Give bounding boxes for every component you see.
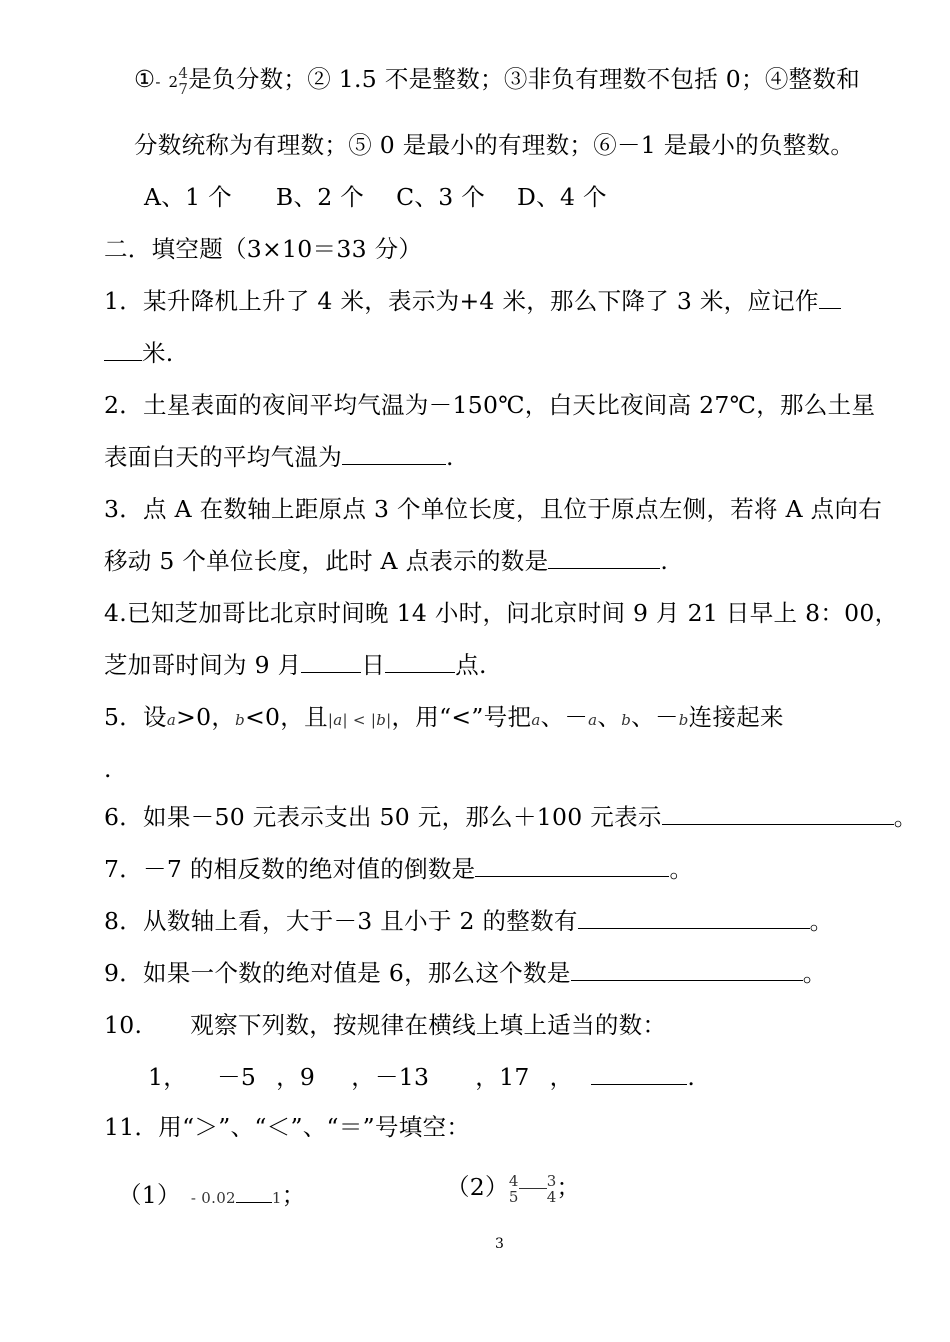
question-10: 10. 观察下列数，按规律在横线上填上适当的数： bbox=[104, 1011, 667, 1039]
option-a: A、1 个 bbox=[144, 183, 232, 211]
section-title: 二．填空题（3×10＝33 分） bbox=[104, 235, 423, 263]
prev-question-line-2: 分数统称为有理数；⑤ 0 是最小的有理数；⑥－1 是最小的负整数。 bbox=[134, 131, 855, 159]
question-4-line-2: 芝加哥时间为 9 月 日 点. bbox=[104, 651, 487, 679]
question-5-line-2: . bbox=[104, 755, 112, 783]
question-4-line-1: 4.已知芝加哥比北京时间晚 14 小时，问北京时间 9 月 21 日早上 8：00， bbox=[104, 599, 899, 627]
question-7: 7．－7 的相反数的绝对值的倒数是 。 bbox=[104, 855, 694, 883]
question-10-sequence: 1， －5 ，9 ，－13 ，17 ， . bbox=[148, 1063, 696, 1091]
option-c: C、3 个 bbox=[396, 183, 486, 211]
prev-question-line-1: ①- 2 4 7 是负分数；② 1.5 不是整数；③非负有理数不包括 0；④整数和 bbox=[134, 63, 861, 98]
question-1-line-2: 米. bbox=[104, 338, 174, 368]
question-11-sub-1: （1） - 0.02 1； bbox=[118, 1181, 306, 1209]
option-d: D、4 个 bbox=[517, 183, 607, 211]
answer-options bbox=[144, 182, 607, 212]
question-9: 9．如果一个数的绝对值是 6，那么这个数是 。 bbox=[104, 959, 827, 987]
option-b: B、2 个 bbox=[275, 183, 365, 211]
question-1-line-1: 1．某升降机上升了 4 米，表示为+4 米，那么下降了 3 米，应记作 bbox=[104, 286, 841, 316]
question-11: 11．用“＞”、“＜”、“＝”号填空： bbox=[104, 1113, 471, 1141]
question-2-line-2: 表面白天的平均气温为 . bbox=[104, 443, 454, 471]
page-number: 3 bbox=[495, 1236, 504, 1252]
question-2-line-1: 2．土星表面的夜间平均气温为－150℃，白天比夜间高 27℃，那么土星 bbox=[104, 391, 876, 419]
question-8: 8．从数轴上看，大于－3 且小于 2 的整数有 。 bbox=[104, 907, 834, 935]
mixed-number: - 2 4 7 bbox=[155, 63, 189, 98]
question-11-sub-2: （2） 4 5 3 4 ； bbox=[446, 1171, 581, 1206]
question-6: 6．如果－50 元表示支出 50 元，那么＋100 元表示 。 bbox=[104, 803, 918, 831]
question-5-line-1: 5．设a>0，b<0，且|a| < |b|，用“<”号把a、－a、b、－b连接起来 bbox=[104, 703, 784, 731]
question-3-line-1: 3．点 A 在数轴上距原点 3 个单位长度，且位于原点左侧，若将 A 点向右 bbox=[104, 495, 883, 523]
question-3-line-2: 移动 5 个单位长度，此时 A 点表示的数是 . bbox=[104, 547, 669, 575]
